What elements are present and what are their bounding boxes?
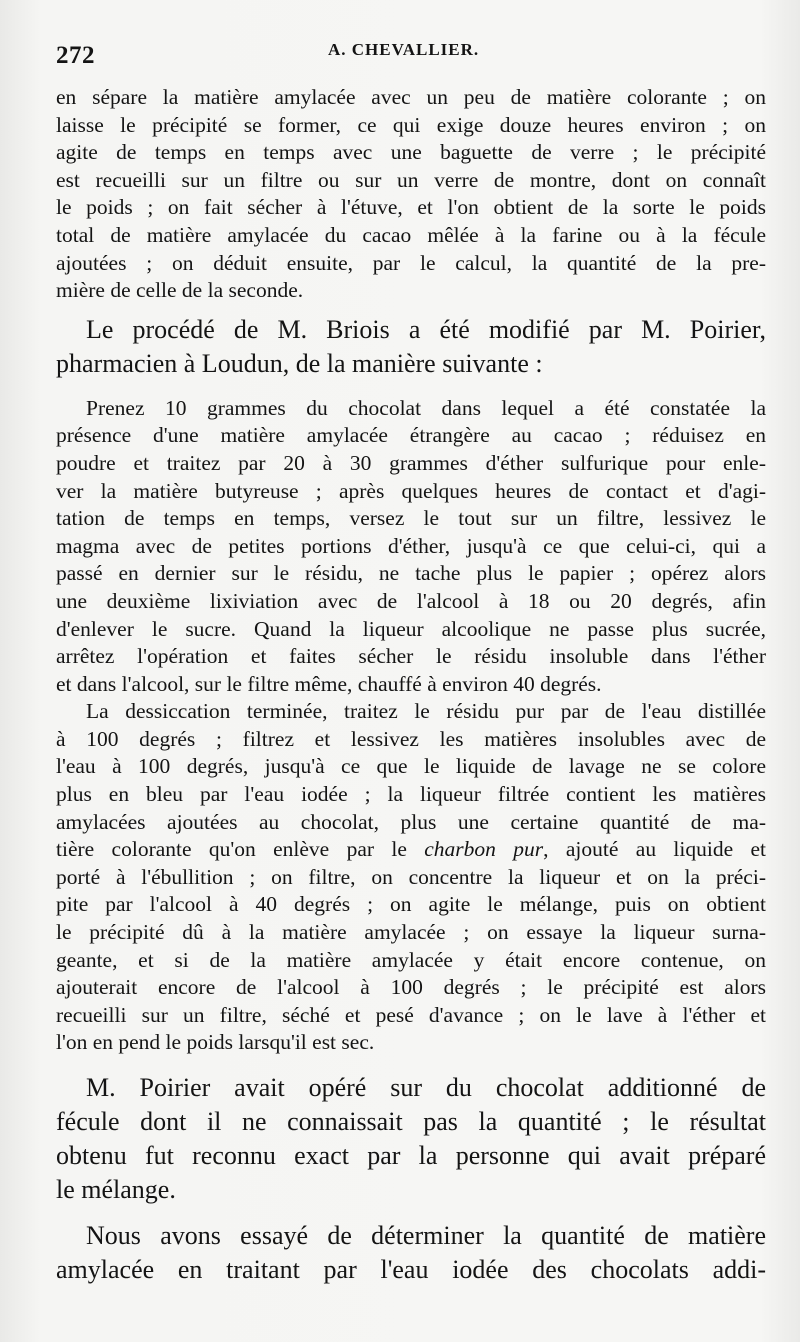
text-line: présence d'une matière amylacée étrangère au cacao ; réduisez en [56,423,766,448]
text-line: à 100 degrés ; filtrez et lessivez les matières insolubles avec de [56,726,766,751]
text-line: laisse le précipité se former, ce qui exige douze heures environ ; on [56,112,766,137]
text-line: le mélange. [56,1175,176,1204]
paragraph-result [56,1071,766,1207]
text-line: pharmacien à Loudun, de la manière suivante : [56,348,543,378]
running-head [56,40,766,84]
text-line: obtenu fut reconnu exact par la personne qui avait préparé [56,1141,766,1170]
text-line: geante, et si de la matière amylacée y était encore contenue, on [56,947,766,972]
text-line: poudre et traitez par 20 à 30 grammes d'éther sulfurique pour enle- [56,450,766,475]
text-line: fécule dont il ne connaissait pas la quantité ; le résultat [56,1107,766,1136]
text-line: passé en dernier sur le résidu, ne tache plus le papier ; opérez alors [56,561,766,586]
text-line: une deuxième lixiviation avec de l'alcool à 18 ou 20 degrés, afin [56,588,766,613]
text-line: et dans l'alcool, sur le filtre même, chauffé à environ 40 degrés. [56,671,602,696]
paragraph-method [56,395,766,699]
text-line: arrêtez l'opération et faites sécher le résidu insoluble dans l'éther [56,644,766,669]
paragraph-poirier-intro [56,313,766,381]
text-line: porté à l'ébullition ; on filtre, on concentre la liqueur et on la préci- [56,864,766,889]
text-line: le poids ; on fait sécher à l'étuve, et l'on obtient de la sorte le poids [56,195,766,220]
text-line: tation de temps en temps, versez le tout sur un filtre, lessivez le [56,506,766,531]
text-line: d'enlever le sucre. Quand la liqueur alcoolique ne passe plus sucrée, [56,616,766,641]
text-line: en sépare la matière amylacée avec un peu de matière colorante ; on [56,85,766,109]
text-line: ajouterait encore de l'alcool à 100 degrés ; le précipité est alors [56,975,766,1000]
text-line: plus en bleu par l'eau iodée ; la liqueur filtrée contient les matières [56,782,766,807]
text-line: mière de celle de la seconde. [56,278,304,303]
text-line: Nous avons essayé de déterminer la quantité de matière [86,1221,766,1250]
text-line: total de matière amylacée du cacao mêlée à la farine ou à la fécule [56,222,766,247]
text-segment: tière colorante qu'on enlève par le [56,837,425,862]
text-line: l'eau à 100 degrés, jusqu'à ce que le liquide de lavage ne se colore [56,754,766,779]
italic-term: charbon pur [424,837,544,862]
text-line: le précipité dû à la matière amylacée ; on essaye la liqueur surna- [56,920,766,945]
text-line: amylacées ajoutées au chocolat, plus une certaine quantité de ma- [56,809,766,834]
text-line [56,836,766,864]
paragraph-continuation [56,84,766,305]
text-line: l'on en pend le poids larsqu'il est sec. [56,1030,375,1055]
text-line: est recueilli sur un filtre ou sur un verre de montre, dont on connaît [56,167,766,192]
text-line: magma avec de petites portions d'éther, jusqu'à ce que celui-ci, qui a [56,533,766,558]
text-line: ajoutées ; on déduit ensuite, par le calcul, la quantité de la pre- [56,250,766,275]
text-segment: , ajouté au liquide et [543,837,767,862]
page-number: 272 [56,42,95,69]
text-line: pite par l'alcool à 40 degrés ; on agite le mélange, puis on obtient [56,892,766,917]
text-line: M. Poirier avait opéré sur du chocolat additionné de [86,1073,766,1102]
text-line: Prenez 10 grammes du chocolat dans lequel a été constatée la [86,395,766,420]
text-line: recueilli sur un filtre, séché et pesé d'avance ; on le lave à l'éther et [56,1002,766,1027]
text-line: agite de temps en temps avec une baguette de verre ; le précipité [56,140,766,165]
running-title: A. CHEVALLIER. [328,40,480,59]
text-line: amylacée en traitant par l'eau iodée des chocolats addi- [56,1255,766,1284]
text-line: La dessiccation terminée, traitez le résidu pur par de l'eau distillée [86,699,766,724]
text-line: Le procédé de M. Briois a été modifié par M. Poirier, [86,314,766,344]
text-line: ver la matière butyreuse ; après quelques heures de contact et d'agi- [56,478,766,503]
paragraph-iodine [56,1219,766,1287]
paragraph-dessiccation [56,698,766,1057]
